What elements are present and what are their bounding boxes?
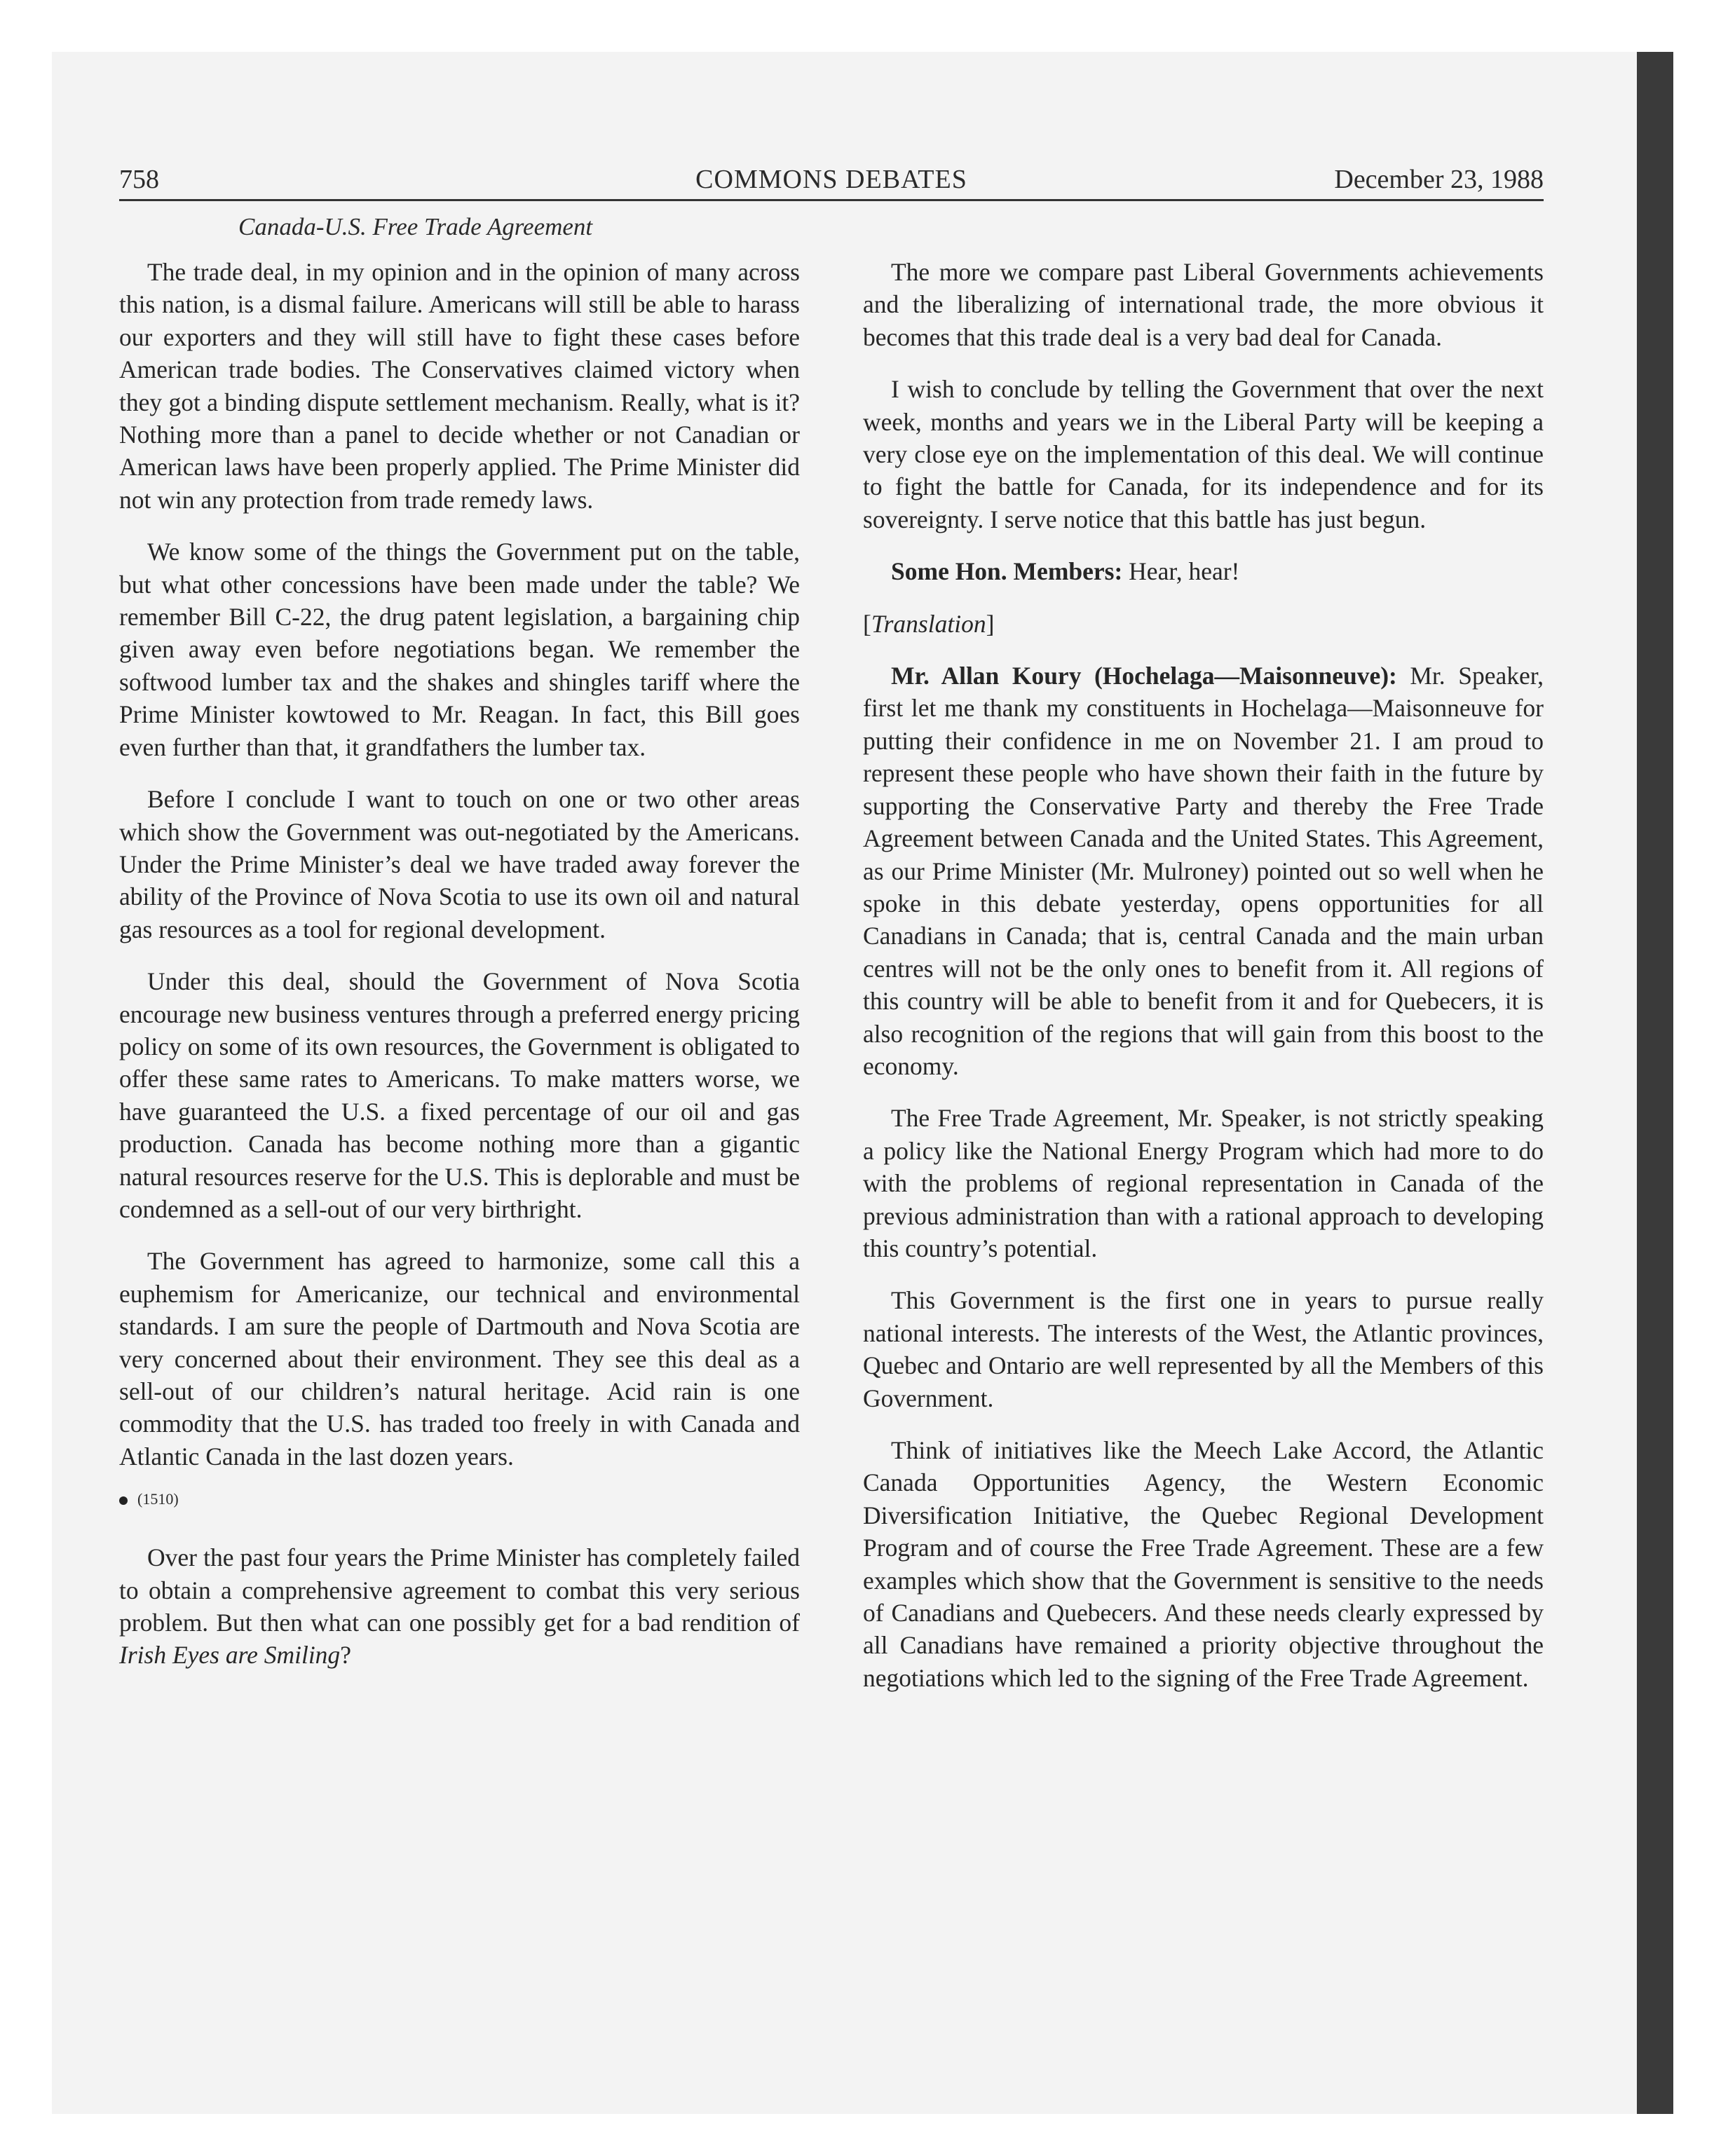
speech (863, 660, 1544, 1082)
publication-title: COMMONS DEBATES (695, 165, 967, 194)
right-column (863, 256, 1544, 1707)
song-title: Irish Eyes are Smiling (119, 1641, 341, 1670)
time-marker-text: (1510) (137, 1490, 179, 1508)
interjection (863, 555, 1544, 587)
page-date: December 23, 1988 (1334, 165, 1544, 194)
left-column (119, 256, 800, 1684)
translation-label: Translation (871, 609, 986, 638)
paragraph: This Government is the first one in years to pursue really national interests. The interests of the West, the Atlantic provinces, Quebec and Ontario are well represented by all the Members of this Government. (863, 1286, 1544, 1412)
speaker-name: Some Hon. Members: (891, 557, 1123, 586)
paragraph (119, 1541, 800, 1672)
interjection-text: Hear, hear! (1122, 557, 1240, 586)
paragraph: Think of initiatives like the Meech Lake Accord, the Atlantic Canada Opportunities Agency, the Western Economic Diversification Initiative, the Quebec Regional Development Program and of course the Free Trade Agreement. These are a few examples which show that the Government is sensitive to the needs of Canadians and Quebecers. And these needs clearly expressed by all Canadians have remained a priority objective throughout the negotiations which led to the signing of the Free Trade Agreement. (863, 1436, 1544, 1692)
paragraph: The Government has agreed to harmonize, some call this a euphemism for Americanize, our technical and environmental standards. I am sure the people of Dartmouth and Nova Scotia are very concerned about their environment. They see this deal as a sell-out of our children’s natural heritage. Acid rain is one commodity that the U.S. has traded too freely in with Canada and Atlantic Canada in the last dozen years. (119, 1247, 800, 1471)
bracket-open: [ (863, 609, 871, 638)
paragraph-end: ? (340, 1641, 351, 1670)
page-number: 758 (119, 165, 159, 194)
paragraph: The Free Trade Agreement, Mr. Speaker, is not strictly speaking a policy like the National Energy Program which had more to do with the problems of regional representation in Canada of the previous administration than with a rational approach to developing this country’s potential. (863, 1104, 1544, 1262)
paragraph: The trade deal, in my opinion and in the opinion of many across this nation, is a dismal failure. Americans will still be able to harass our exporters and they will still have to fight these cases before American trade bodies. The Conservatives claimed victory when they got a binding dispute settlement mechanism. Really, what is it? Nothing more than a panel to decide whether or not Canadian or American laws have been properly applied. The Prime Minister did not win any protection from trade remedy laws. (119, 258, 800, 514)
binding-edge (1637, 52, 1673, 2114)
bracket-close: ] (986, 609, 995, 638)
time-marker (119, 1485, 800, 1513)
paragraph: We know some of the things the Government put on the table, but what other concessions have been made under the table? We remember Bill C-22, the drug patent legislation, a bargaining chip given away even before negotiations began. We remember the softwood lumber tax and the shakes and shingles tariff where the Prime Minister kowtowed to Mr. Reagan. In fact, this Bill goes even further than that, it grandfathers the lumber tax. (119, 538, 800, 761)
bullet-icon (119, 1496, 128, 1505)
paragraph-text: Over the past four years the Prime Minister has completely failed to obtain a comprehensive agreement to combat this very serious problem. But then what can one possibly get for a bad rendition of (119, 1543, 800, 1637)
paragraph: The more we compare past Liberal Governments achievements and the liberalizing of international trade, the more obvious it becomes that this trade deal is a very bad deal for Canada. (863, 258, 1544, 351)
paragraph: Before I conclude I want to touch on one or two other areas which show the Government was out-negotiated by the Americans. Under the Prime Minister’s deal we have traded away forever the ability of the Province of Nova Scotia to use its own oil and natural gas resources as a tool for regional development. (119, 785, 800, 943)
paragraph: Under this deal, should the Government of Nova Scotia encourage new business ventures through a preferred energy pricing policy on some of its own resources, the Government is obligated to offer these same rates to Americans. To make matters worse, we have guaranteed the U.S. a fixed percentage of our oil and gas production. Canada has become nothing more than a gigantic natural resources reserve for the U.S. This is deplorable and must be condemned as a sell-out of our very birthright. (119, 967, 800, 1223)
paragraph: I wish to conclude by telling the Government that over the next week, months and years we in the Liberal Party will be keeping a very close eye on the implementation of this deal. We will continue to fight the battle for Canada, for its independence and for its sovereignty. I serve notice that this battle has just begun. (863, 375, 1544, 533)
running-subject: Canada-U.S. Free Trade Agreement (238, 213, 593, 240)
page-header (119, 163, 1544, 201)
speech-text: Mr. Speaker, first let me thank my constituents in Hochelaga—Maisonneuve for putting their confidence in me on November 21. I am proud to represent these people who have shown their faith in the future by supporting the Conservative Party and thereby the Free Trade Agreement between Canada and the United States. This Agreement, as our Prime Minister (Mr. Mulroney) pointed out so well when he spoke in this debate yesterday, opens opportunities for all Canadians in Canada; that is, central Canada and the main urban centres will not be the only ones to benefit from it. All regions of this country will be able to benefit from it and for Quebecers, it is also recognition of the regions that will gain from this boost to the economy. (863, 662, 1544, 1080)
translation-marker (863, 608, 1544, 640)
speaker-name: Mr. Allan Koury (Hochelaga—Maisonneuve): (891, 662, 1397, 690)
